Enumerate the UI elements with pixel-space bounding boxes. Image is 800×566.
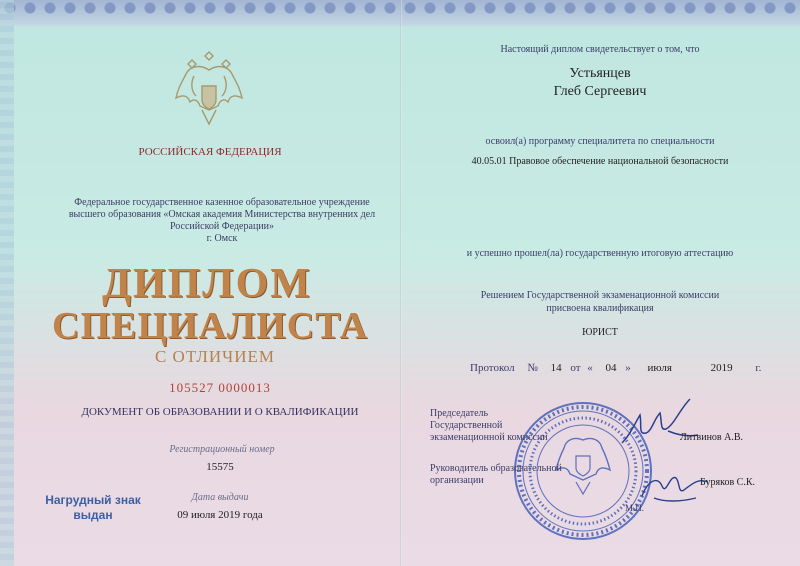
institution-line: высшего образования «Омская академия Министерства внутренних дел: [68, 209, 376, 220]
chair-name: Литвинов А.В.: [680, 432, 744, 443]
institution-city: г. Омск: [206, 233, 238, 244]
issue-date-label: Дата выдачи: [191, 492, 249, 503]
chair-label: [430, 408, 630, 444]
qualification: ЮРИСТ: [582, 327, 618, 338]
diploma-subtitle: СПЕЦИАЛИСТА: [52, 305, 369, 347]
protocol-day: 04: [605, 362, 617, 374]
graduate-surname: Устьянцев: [569, 66, 631, 81]
commission-text: [470, 289, 730, 315]
protocol-from: от: [570, 362, 581, 374]
registration-number: 15575: [206, 461, 234, 473]
page-fold: [400, 0, 402, 566]
protocol-number: 14: [550, 362, 562, 374]
head-label: [430, 463, 630, 487]
certify-text: Настоящий диплом свидетельствует о том, что: [500, 44, 700, 55]
protocol-label: Протокол: [470, 362, 515, 374]
protocol-year-suffix: г.: [755, 362, 762, 374]
chair-label-line: Государственной: [430, 420, 503, 431]
protocol-quote-open: «: [587, 362, 593, 374]
head-label-line: организации: [430, 475, 484, 486]
head-label-line: Руководитель образовательной: [430, 463, 562, 474]
serial-number: 105527 0000013: [169, 380, 271, 395]
institution-name: [56, 197, 388, 245]
protocol-quote-close: »: [625, 362, 631, 374]
coat-of-arms-icon: [172, 46, 246, 134]
protocol-line: [470, 362, 760, 374]
attestation-text: и успешно прошел(ла) государственную итоговую аттестацию: [466, 248, 734, 259]
diploma-title: ДИПЛОМ: [102, 261, 312, 307]
head-name: Буряков С.К.: [700, 477, 756, 488]
document-type: ДОКУМЕНТ ОБ ОБРАЗОВАНИИ И О КВАЛИФИКАЦИИ: [81, 406, 359, 418]
badge-note-line: выдан: [73, 508, 113, 522]
commission-line: присвоена квалификация: [546, 303, 654, 314]
chair-label-line: экзаменационной комиссии: [430, 432, 548, 443]
badge-note-line: Нагрудный знак: [45, 493, 141, 507]
specialty: 40.05.01 Правовое обеспечение национальной безопасности: [471, 156, 729, 167]
protocol-year: 2019: [710, 362, 733, 374]
graduate-given-names: Глеб Сергеевич: [553, 84, 647, 99]
registration-label: Регистрационный номер: [169, 444, 275, 455]
chair-label-line: Председатель: [430, 408, 489, 419]
issue-date: 09 июля 2019 года: [177, 509, 263, 521]
institution-line: Российской Федерации»: [169, 221, 274, 232]
country-name: РОССИЙСКАЯ ФЕДЕРАЦИЯ: [138, 146, 282, 158]
seal-mark: М.П.: [625, 503, 645, 513]
institution-line: Федеральное государственное казенное образовательное учреждение: [74, 197, 370, 208]
honors-note: С ОТЛИЧИЕМ: [154, 347, 276, 366]
program-text: освоил(а) программу специалитета по специальности: [485, 136, 715, 147]
badge-note: [36, 493, 150, 523]
ornamental-left-border: [0, 0, 14, 566]
protocol-month: июля: [647, 362, 672, 374]
protocol-number-sign: №: [527, 362, 538, 374]
commission-line: Решением Государственной экзаменационной комиссии: [480, 290, 720, 301]
